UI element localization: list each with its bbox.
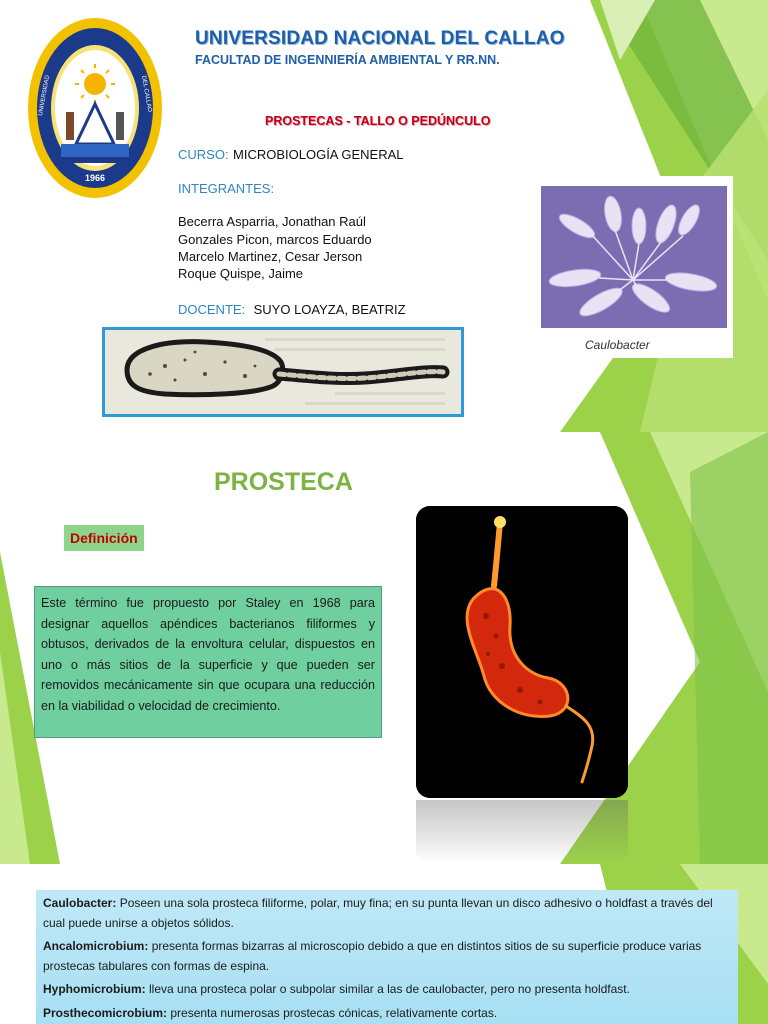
prosteca-bacterium-drawing xyxy=(102,327,464,417)
docente-value: SUYO LOAYZA, BEATRIZ xyxy=(253,302,406,317)
slide-types xyxy=(0,864,768,1024)
item-text: lleva una prosteca polar o subpolar similar a las de caulobacter, pero no presenta holdfast. xyxy=(145,982,630,997)
fluorescent-bacterium-image xyxy=(416,506,628,798)
member-1: Becerra Asparria, Jonathan Raúl xyxy=(178,214,366,229)
list-item xyxy=(43,894,731,933)
svg-text:UNIVERSIDAD: UNIVERSIDAD xyxy=(38,74,52,117)
integrantes-label: INTEGRANTES: xyxy=(178,181,275,196)
university-seal-logo xyxy=(26,16,164,200)
seal-year: 1966 xyxy=(84,173,106,183)
member-4: Roque Quispe, Jaime xyxy=(178,266,304,281)
docente-line xyxy=(178,301,406,319)
member-3: Marcelo Martinez, Cesar Jerson xyxy=(178,249,363,264)
prosteca-types-box xyxy=(36,890,738,1024)
item-term: Ancalomicrobium: xyxy=(43,939,149,954)
list-item xyxy=(43,1004,731,1024)
item-term: Prosthecomicrobium: xyxy=(43,1005,168,1020)
member-2: Gonzales Picon, marcos Eduardo xyxy=(178,232,372,247)
university-title: UNIVERSIDAD NACIONAL DEL CALLAO xyxy=(195,28,565,49)
docente-label: DOCENTE: xyxy=(178,302,246,317)
bacterium-sketch-image xyxy=(105,330,461,414)
item-text: presenta numerosas prostecas cónicas, relativamente cortas. xyxy=(167,1005,498,1020)
item-text: presenta formas bizarras al microscopio debido a que en distintos sitios de su superficie produce varias prostecas tabulares con formas de espina. xyxy=(43,939,702,973)
list-item xyxy=(43,980,731,1000)
slide-title xyxy=(0,0,768,432)
faculty-title: FACULTAD DE INGENNIERÍA AMBIENTAL Y RR.NN. xyxy=(195,53,500,67)
image-reflection xyxy=(416,800,628,864)
figure-caption: Caulobacter xyxy=(585,338,650,352)
definition-label: Definición xyxy=(64,525,144,551)
svg-text:DEL CALLAO: DEL CALLAO xyxy=(140,75,153,113)
definition-text: Este término fue propuesto por Staley en 1968 para designar aquellos apéndices bacterianos filiformes y obtusos, derivados de la envoltura celular, dispuestos en uno o más sitios de la superficie y que pueden ser removidos mecánicamente sin que ocupara una reducción en la viabilidad o velocidad de crecimiento. xyxy=(34,586,382,738)
slide-definition xyxy=(0,432,768,864)
bacterium-micrograph xyxy=(416,506,628,798)
curso-label: CURSO: xyxy=(178,147,229,162)
item-text: Poseen una sola prosteca filiforme, polar, muy fina; en su punta llevan un disco adhesivo o holdfast a través del cual puede unirse a objetos sólidos. xyxy=(43,896,713,930)
list-item xyxy=(43,937,731,976)
curso-line xyxy=(178,146,404,164)
caulobacter-micrograph-image xyxy=(541,186,727,328)
item-term: Caulobacter: xyxy=(43,896,117,910)
caulobacter-figure xyxy=(535,176,733,358)
item-term: Hyphomicrobium: xyxy=(43,982,146,997)
topic-title: PROSTECAS - TALLO O PEDÚNCULO xyxy=(265,114,491,128)
slide-title-prosteca: PROSTECA xyxy=(214,468,353,496)
curso-value: MICROBIOLOGÍA GENERAL xyxy=(233,147,404,162)
